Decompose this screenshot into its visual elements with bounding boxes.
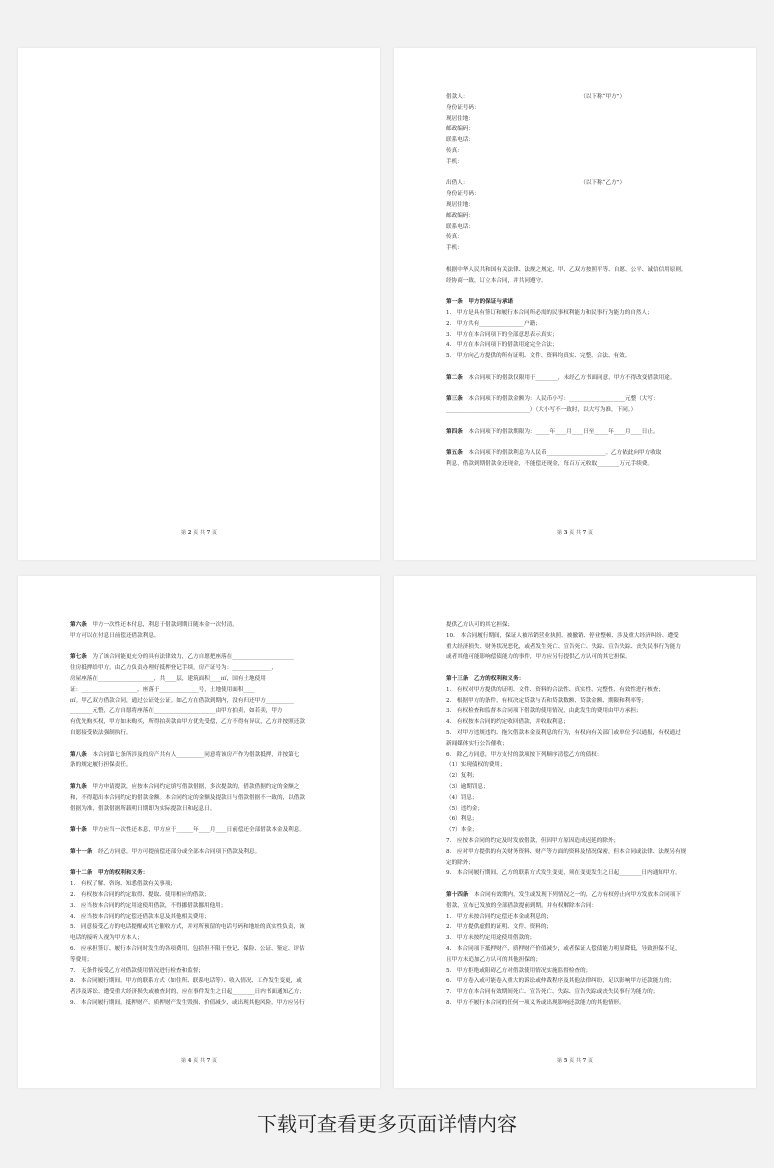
paragraph-spacer [446,168,720,179]
text-line [446,955,720,966]
text-line [446,922,720,933]
line-text: 房屋座落在____________________，共____层，建筑面积____㎡，国有土地使用 [70,675,266,682]
clause-line [446,890,720,901]
footer-total-pages: 7 [582,530,587,536]
text-line [70,631,344,642]
line-text: 9. 本合同履行期间，乙方的联系方式发生变更，须在变更发生之日起________日内通知甲方。 [446,870,681,877]
line-text: 5. 甲方拒绝或阻碍乙方对借款使用情况实施监督检查的； [446,967,592,974]
text-line [446,222,720,233]
clause-line [446,674,720,685]
line-text: 9. 本合同履行期间，抵押财产、质押财产发生毁损、价值减少，或出现其他风险，甲方应另行 [70,999,305,1006]
line-text: 重大经济损失、财务状况恶化，或者发生死亡、宣告死亡、失踪、宣告失踪、丧失民事行为能力 [446,643,681,650]
line-text: ________元整，乙方自愿将座落在______________________由甲方拍卖，如若卖，甲方 [70,708,283,715]
line-text: 4. 应当按本合同的约定偿还借款本息及其他相关费用； [70,913,210,920]
clause-heading: 第二条 [446,374,463,381]
text-line [446,178,720,189]
line-text: 证：____________________，座落于______________号，土地使用面积____ [70,686,255,693]
line-text: 传真： [446,234,463,241]
line-text: 联系电话： [446,137,474,144]
document-page-1 [18,48,380,560]
line-text: 现居住地： [446,115,474,122]
footer-suffix: 页 [210,1058,218,1064]
clause-line [70,825,344,836]
clause-heading: 第四条 [446,428,463,435]
text-line [446,804,720,815]
line-text: 身份证号码： [446,191,480,198]
line-text: （1）实现债权的费用； [446,762,506,769]
footer-page-number: 4 [187,1058,192,1064]
line-text: 本合同项下的借款仅限用于________，未经乙方书面同意，甲方不得改变借款用途。 [462,374,676,381]
clause-line [70,750,344,761]
text-line [446,631,720,642]
line-text: 利息，借款到期借款金还现金，不能偿还现金，每百万元收取________万元手续费。 [446,461,653,468]
line-text: 2. 甲方提供虚假的证明、文件、资料的； [446,924,553,931]
paragraph-spacer [446,663,720,674]
page-content [70,620,344,1009]
line-text: 为了该合同能更充分的具有法律效力，乙方自愿把座落在______________________ [86,654,294,661]
line-text: 5. 同意接受乙方的电话提醒或其它催收方式，并对所预留的电话号码和地址的真实性负责，该 [70,924,305,931]
line-text: 身份证号码： [446,104,480,111]
line-text: ㎡。甲乙双方借款合同，通过公证处公证。如乙方在借款到期内，没有归还甲方__________ [70,697,294,704]
text-line [446,276,720,287]
line-text: （3）逾期罚息； [446,783,489,790]
line-text: 或者其他可能影响偿债能力的事件，甲方应另行提供乙方认可的其它担保。 [446,654,631,661]
page-footer [18,1057,380,1064]
line-text: 邮政编码： [446,126,474,133]
line-text: 4. 甲方在本合同项下的借款用途完全合法； [446,342,558,349]
line-text: （2）复利； [446,773,478,780]
text-line [446,998,720,1009]
text-line [446,459,720,470]
line-text: 借据为准，借款借据所载明日期即为实际提款日和起息日。 [70,805,216,812]
text-line [446,319,720,330]
text-line [70,955,344,966]
text-line [446,405,720,416]
line-text: 10. 本合同履行期间，保证人被吊销营业执照、被撤销、停业整顿、涉及重大经济纠纷、遭受 [446,632,679,639]
download-more-caption: 下载可查看更多页面详情内容 [257,1112,517,1136]
line-text: 且甲方未追加乙方认可的其他担保的； [446,956,542,963]
clause-line [70,782,344,793]
footer-total-pages: 7 [206,530,211,536]
line-text: 经乙方同意，甲方可提前偿还部分或全部本合同项下借款及利息。 [92,848,261,855]
text-line [446,933,720,944]
line-text: 7. 应按本合同的约定及时发放借款，但因甲方原因造成迟延的除外； [446,837,620,844]
text-line [70,793,344,804]
clause-heading: 第十三条 乙方的权利和义务： [446,675,525,682]
footer-prefix: 第 [180,1058,188,1064]
clause-line [446,427,720,438]
footer-prefix: 第 [556,1058,564,1064]
line-text: 5. 甲方向乙方提供的所有证明、文件、资料均真实、完整、合法、有效。 [446,353,631,360]
footer-suffix: 页 [586,530,594,536]
text-line [446,620,720,631]
text-line [70,998,344,1009]
line-text: 7. 无条件接受乙方对借款使用情况进行检查和监督； [70,967,204,974]
line-text: 和，不得超出本合同约定的借款金额。本合同约定的金额及提款日与借款借据不一致的，以借款 [70,794,305,801]
text-line [446,793,720,804]
clause-heading: 第八条 [70,751,87,758]
paragraph-spacer [446,879,720,890]
text-line [70,760,344,771]
clause-heading: 第七条 [70,654,87,661]
text-line [446,189,720,200]
text-line [446,782,720,793]
text-line [446,124,720,135]
line-text: 4. 有权按本合同的约定收回借款，并收取利息； [446,719,569,726]
line-text: 邮政编码： [446,212,474,219]
text-line [446,901,720,912]
line-text: 4. 本合同项下抵押财产、质押财产价值减少，或者保证人偿债能力明显降低，导致担保不足， [446,945,681,952]
footer-prefix: 第 [556,530,564,536]
text-line [446,966,720,977]
line-text: 1. 甲方是具有签订和履行本合同所必需的民事权利能力和民事行为能力的自然人； [446,309,653,316]
line-text: 新闻媒体实行公告催收； [446,740,508,747]
line-text: 提供乙方认可的其它担保； [446,622,514,628]
text-line [446,739,720,750]
line-text: 经协商一致，订立本合同，并共同遵守。 [446,277,547,284]
line-text: 1. 甲方未按合同约定偿还本金或利息的； [446,913,553,920]
text-line [70,685,344,696]
text-line [70,696,344,707]
text-line [70,901,344,912]
text-line [446,157,720,168]
line-text: （4）罚息； [446,794,478,801]
paragraph-spacer [70,739,344,750]
clause-line [446,297,720,308]
clause-line [446,448,720,459]
text-line [70,912,344,923]
line-text: 1. 有权了解、咨询、知悉借款有关事项； [70,881,177,888]
line-text: 1. 有权对甲方提供的证明、文件、资料的合法性、真实性、完整性、有效性进行核查； [446,686,664,693]
line-text: 8. 甲方不履行本合同的任何一项义务或出现影响还款能力的其他情形。 [446,999,625,1006]
text-line [70,890,344,901]
text-line [70,674,344,685]
line-text: 电话的接听人视为甲方本人； [70,935,143,942]
line-text: 本合同项下的借款期限为：_____年____月____日至_____年____月____日止。 [462,428,659,435]
footer-mid: 页 共 [191,1058,207,1064]
clause-heading: 第十条 [70,827,87,834]
text-line [70,944,344,955]
document-page-3 [18,576,380,1088]
text-line [70,976,344,987]
paragraph-spacer [70,642,344,653]
text-line [70,717,344,728]
paragraph-spacer [446,362,720,373]
line-text: 本合同第七条所涉及的房产共有人__________同意将该房产作为借款抵押，并按第七 [86,751,300,758]
paragraph-spacer [446,254,720,265]
clause-line [70,847,344,858]
line-text: 者涉及诉讼、遭受重大经济损失或被查封的，应在事件发生之日起________日内书面通知乙方； [70,989,305,996]
text-line [446,847,720,858]
text-line [446,135,720,146]
line-text: 手机： [446,158,463,165]
text-line [446,825,720,836]
line-text: 8. 本合同履行期间，甲方的联系方式（如住所、联系电话等）、收入情况、工作发生变更，或 [70,978,302,985]
line-text: （5）违约金； [446,805,484,812]
line-text: 8. 应对甲方提供的有关财务资料、财产等方面的资料及情况保密，但本合同或法律、法规另有规 [446,848,687,855]
paragraph-spacer [446,438,720,449]
text-line [70,987,344,998]
page-content [446,92,720,470]
footer-total-pages: 7 [206,1058,211,1064]
line-text: 甲方应当一次性还本息，甲方应于______年____月____日前偿还全部借款本金及利息。 [86,827,305,834]
text-line [446,717,720,728]
footer-mid: 页 共 [567,530,583,536]
text-line [446,868,720,879]
line-text: （7）本金； [446,827,478,834]
page-footer [18,529,380,536]
document-page-4 [394,576,756,1088]
text-line [446,330,720,341]
clause-heading: 第五条 [446,450,463,457]
line-text: 3. 甲方未按约定用途使用借款的； [446,935,536,942]
line-text: 传真： [446,147,463,154]
footer-suffix: 页 [586,1058,594,1064]
text-line [446,944,720,955]
text-line [446,760,720,771]
text-line [70,728,344,739]
footer-page-number: 2 [187,530,192,536]
page-footer [394,529,756,536]
footer-page-number: 3 [563,530,568,536]
clause-heading: 第六条 [70,622,87,628]
clause-line [446,394,720,405]
line-text: 本合同项下的借款利息为人民币_____________________。乙方依此向甲方收取 [462,450,662,457]
text-line [446,340,720,351]
line-text: ______________________________）（大小写不一致时，以大写为准，下同。） [446,407,637,414]
line-text: 出借人： （以下称“乙方”） [446,180,626,187]
text-line [446,706,720,717]
line-text: 根据中华人民共和国有关法律、法规之规定，甲、乙双方按照平等、自愿、公平、诚信信用原则， [446,266,687,273]
text-line [70,879,344,890]
line-text: 2. 甲方共有________________户籍； [446,320,541,327]
text-line [446,243,720,254]
text-line [446,351,720,362]
footer-mid: 页 共 [567,1058,583,1064]
paragraph-spacer [446,416,720,427]
paragraph-spacer [70,814,344,825]
text-line [446,211,720,222]
line-text: 2. 根据甲方的条件，有权决定贷款与否和贷款数额、贷款金额、期限和利率等； [446,697,648,704]
clause-heading: 第一条 甲方的保证与承诺 [446,299,514,306]
text-line [446,265,720,276]
text-line [70,933,344,944]
text-line [446,750,720,761]
clause-line [70,652,344,663]
document-page-2 [394,48,756,560]
clause-heading: 第九条 [70,783,87,790]
footer-total-pages: 7 [582,1058,587,1064]
text-line [70,706,344,717]
text-line [70,804,344,815]
line-text: 6. 甲方卷入或可能卷入重大的诉讼或仲裁程序及其他法律纠纷，足以影响甲方还款能力的； [446,978,676,985]
text-line [446,728,720,739]
line-text: 6. 除乙方同意，甲方支付的款项按下列顺序清偿乙方的债权： [446,751,603,758]
paragraph-spacer [446,384,720,395]
line-text: 借款人： （以下称“甲方”） [446,94,626,100]
line-text: 3. 甲方在本合同项下的全部意思表示真实； [446,331,558,338]
line-text: （6）利息； [446,816,478,823]
paragraph-spacer [70,858,344,869]
line-text: 2. 有权按本合同的约定取得、提取、使用相应的借款； [70,891,210,898]
line-text: 3. 应当按本合同的约定用途使用借款，不得挪借款挪用他用； [70,902,227,909]
text-line [70,922,344,933]
line-text: 甲方申请提款，应按本合同约定填写借款借据，多次提款的，借款借据约定的金额之 [86,783,300,790]
clause-line [70,620,344,631]
page-content [446,620,720,1009]
text-line [446,200,720,211]
text-line [446,103,720,114]
line-text: 条的规定履行担保责任。 [70,762,132,769]
footer-prefix: 第 [180,530,188,536]
line-text: 甲方可以在付息日前偿还借款利息。 [70,632,160,639]
paragraph-spacer [70,836,344,847]
paragraph-spacer [446,286,720,297]
clause-line [446,373,720,384]
paragraph-spacer [70,771,344,782]
line-text: 本合同有效期内，发生或发现下列情况之一的，乙方有权停止向甲方发放本合同项下 [468,891,681,898]
text-line [446,308,720,319]
clause-heading: 第十四条 [446,891,469,898]
line-text: 自愿接受依法强制执行。 [70,729,132,736]
text-line [446,232,720,243]
clause-line [70,868,344,879]
text-line [446,696,720,707]
text-line [446,814,720,825]
line-text: 有优先购买权，甲方如未购买，所得拍卖款由甲方优先受偿，乙方不得有异议，乙方并按照还款 [70,719,305,726]
text-line [446,685,720,696]
text-line [446,146,720,157]
line-text: 等费用； [70,956,93,963]
clause-heading: 第三条 [446,396,463,403]
line-text: 甲方一次性还本付息，利息于借款到期日随本金一次付清。 [86,622,238,628]
text-line [446,92,720,103]
line-text: 3. 有权检查和监督本合同项下借款的使用情况，由此发生的费用由甲方承担； [446,708,642,715]
line-text: 手机： [446,245,463,252]
line-text: 借款，宣布已发放的全部借款提前到期，并有权解除本合同： [446,902,598,909]
line-text: 现居住地： [446,201,474,208]
clause-heading: 第十一条 [70,848,93,855]
text-line [446,858,720,869]
line-text: 本合同项下的借款金额为：人民币小写：____________________元整（大写： [462,396,659,403]
line-text: 住房抵押给甲方，由乙方负责办理好抵押登记手续，房产证号为：______________， [70,665,277,672]
footer-mid: 页 共 [191,530,207,536]
footer-suffix: 页 [210,530,218,536]
footer-page-number: 5 [563,1058,568,1064]
line-text: 定的除外； [446,859,474,866]
text-line [70,663,344,674]
text-line [446,114,720,125]
page-footer [394,1057,756,1064]
text-line [446,652,720,663]
line-text: 6. 应承担签订、履行本合同时发生的各项费用，包括但不限于登记、保险、公证、鉴定、评估 [70,945,305,952]
text-line [446,976,720,987]
clause-heading: 第十二条 甲方的权利和义务： [70,870,149,877]
text-line [446,912,720,923]
text-line [446,642,720,653]
line-text: 5. 对甲方违规违约、拖欠借款本金及利息的行为，有权向有关部门或单位予以通报，有权通过 [446,729,681,736]
line-text: 联系电话： [446,223,474,230]
text-line [446,836,720,847]
text-line [446,987,720,998]
line-text: 7. 甲方在本合同有效期间死亡、宣告死亡、失踪、宣告失踪或丧失民事行为能力的； [446,989,659,996]
text-line [70,966,344,977]
text-line [446,771,720,782]
